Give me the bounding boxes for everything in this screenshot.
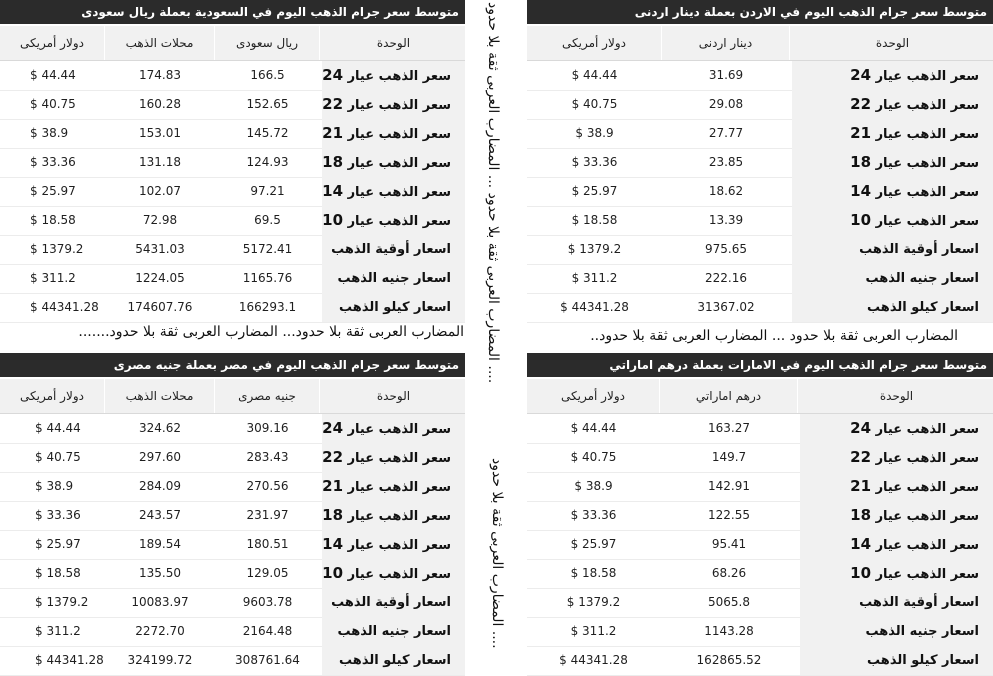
- row-label: [792, 177, 993, 206]
- cell-local: 23.85: [708, 155, 744, 169]
- table-row: [0, 414, 465, 444]
- col-usd-header: دولار أمريكى: [0, 379, 105, 413]
- cell-local: 270.56: [246, 479, 289, 493]
- cell-usd: $ 33.36: [30, 155, 76, 169]
- table-row: [527, 177, 993, 207]
- cell-local: 2164.48: [242, 624, 293, 638]
- table-row: [0, 119, 465, 149]
- table-row: [527, 443, 993, 473]
- cell-local: 18.62: [708, 184, 744, 198]
- table-row: [0, 206, 465, 236]
- row-label: [322, 472, 465, 501]
- cell-shops: 174.83: [139, 68, 181, 82]
- cell-local: 149.7: [711, 450, 747, 464]
- table-row: [527, 646, 993, 676]
- cell-local: 1165.76: [242, 271, 293, 285]
- cell-usd: $ 18.58: [571, 213, 618, 227]
- row-label-text: اسعار جنيه الذهب: [865, 624, 979, 639]
- cell-usd: $ 25.97: [30, 184, 76, 198]
- karat-value: 24: [322, 66, 344, 84]
- row-label: [322, 206, 465, 235]
- row-label: [322, 414, 465, 443]
- table-row: [0, 443, 465, 473]
- table-row: [0, 235, 465, 265]
- row-label-text: سعر الذهب عيار: [875, 480, 979, 495]
- col-unit-header: الوحدة: [875, 36, 910, 50]
- row-label-text: سعر الذهب عيار: [875, 156, 979, 171]
- cell-usd: $ 38.9: [575, 126, 614, 140]
- cell-local: 69.5: [254, 213, 281, 227]
- col-local-header: دينار اردنى: [662, 26, 790, 60]
- table-row: [527, 206, 993, 236]
- row-label-text: سعر الذهب عيار: [347, 69, 451, 84]
- cell-local: 145.72: [246, 126, 289, 140]
- cell-shops: 284.09: [139, 479, 181, 493]
- table-row: [0, 264, 465, 294]
- table-row: [527, 90, 993, 120]
- row-label-text: سعر الذهب عيار: [875, 98, 979, 113]
- cell-local: 222.16: [705, 271, 747, 285]
- table-row: [0, 501, 465, 531]
- table-row: [0, 148, 465, 178]
- table-header: [0, 379, 465, 414]
- cell-local: 9603.78: [242, 595, 293, 609]
- karat-value: 22: [322, 95, 344, 113]
- row-label-text: سعر الذهب عيار: [875, 214, 979, 229]
- table-row: [0, 61, 465, 91]
- cell-local: 129.05: [246, 566, 289, 580]
- row-label: [792, 61, 993, 90]
- row-label: [792, 235, 993, 264]
- table-header: [527, 379, 993, 414]
- cell-usd: $ 18.58: [30, 213, 76, 227]
- cell-local: 95.41: [711, 537, 747, 551]
- cell-usd: $ 40.75: [30, 97, 76, 111]
- karat-value: 10: [850, 211, 872, 229]
- cell-local: 31367.02: [697, 300, 755, 314]
- row-label: [792, 119, 993, 148]
- col-local-header: جنيه مصرى: [215, 379, 320, 413]
- cell-local: 5065.8: [708, 595, 750, 609]
- col-shops-header: محلات الذهب: [105, 26, 215, 60]
- cell-usd: $ 1379.2: [30, 242, 84, 256]
- cell-shops: 174607.76: [127, 300, 193, 314]
- cell-local: 5172.41: [242, 242, 293, 256]
- cell-usd: $ 44341.28: [35, 653, 104, 667]
- row-label-text: سعر الذهب عيار: [875, 538, 979, 553]
- table-row: [527, 119, 993, 149]
- row-label-text: سعر الذهب عيار: [347, 156, 451, 171]
- cell-shops: 72.98: [142, 213, 178, 227]
- table-row: [0, 559, 465, 589]
- watermark-mid-right: المضارب العربى ثقة بلا حدود ... المضارب العربى ثقة بلا حدود..: [590, 328, 958, 344]
- cell-usd: $ 311.2: [35, 624, 81, 638]
- karat-value: 22: [322, 448, 344, 466]
- row-label-text: اسعار أوقية الذهب: [331, 595, 451, 610]
- row-label-text: سعر الذهب عيار: [347, 480, 451, 495]
- row-label: [800, 646, 993, 675]
- cell-local: 166293.1: [238, 300, 297, 314]
- row-label-text: اسعار أوقية الذهب: [331, 242, 451, 257]
- row-label: [792, 293, 993, 322]
- cell-usd: $ 1379.2: [567, 242, 622, 256]
- cell-local: 97.21: [250, 184, 285, 198]
- row-label-text: سعر الذهب عيار: [875, 127, 979, 142]
- row-label: [800, 617, 993, 646]
- cell-local: 152.65: [246, 97, 289, 111]
- cell-usd: $ 44341.28: [560, 300, 629, 314]
- row-label-text: اسعار كيلو الذهب: [867, 300, 979, 315]
- row-label: [322, 264, 465, 293]
- row-label: [792, 90, 993, 119]
- cell-usd: $ 44.44: [571, 68, 618, 82]
- row-label: [800, 443, 993, 472]
- cell-usd: $ 44.44: [35, 421, 81, 435]
- cell-usd: $ 44341.28: [30, 300, 99, 314]
- row-label: [322, 559, 465, 588]
- col-shops-header: محلات الذهب: [105, 379, 215, 413]
- row-label-text: سعر الذهب عيار: [875, 69, 979, 84]
- cell-shops: 243.57: [139, 508, 181, 522]
- row-label-text: اسعار جنيه الذهب: [337, 271, 451, 286]
- cell-local: 231.97: [246, 508, 289, 522]
- row-label-text: اسعار كيلو الذهب: [339, 300, 451, 315]
- table-row: [0, 293, 465, 323]
- row-label: [800, 530, 993, 559]
- cell-shops: 324199.72: [127, 653, 193, 667]
- watermark-vertical-bottom: المضارب العربى ثقة بلا حدود ....: [489, 458, 505, 649]
- row-label: [322, 293, 465, 322]
- cell-shops: 135.50: [139, 566, 181, 580]
- cell-local: 162865.52: [696, 653, 762, 667]
- table-header: [527, 26, 993, 61]
- row-label: [322, 119, 465, 148]
- panel-title: متوسط سعر جرام الذهب اليوم في السعودية بعملة ريال سعودى: [0, 0, 465, 24]
- cell-shops: 189.54: [139, 537, 181, 551]
- karat-value: 24: [322, 419, 344, 437]
- row-label-text: اسعار كيلو الذهب: [339, 653, 451, 668]
- cell-usd: $ 33.36: [570, 508, 617, 522]
- row-label-text: سعر الذهب عيار: [347, 451, 451, 466]
- karat-value: 21: [850, 124, 872, 142]
- cell-shops: 102.07: [139, 184, 181, 198]
- karat-value: 22: [850, 95, 872, 113]
- table-row: [0, 177, 465, 207]
- cell-usd: $ 33.36: [35, 508, 81, 522]
- cell-usd: $ 44.44: [570, 421, 617, 435]
- karat-value: 14: [850, 535, 872, 553]
- karat-value: 10: [322, 211, 344, 229]
- cell-usd: $ 311.2: [570, 624, 617, 638]
- row-label: [800, 472, 993, 501]
- cell-local: 27.77: [708, 126, 744, 140]
- cell-shops: 297.60: [139, 450, 181, 464]
- table-row: [527, 264, 993, 294]
- cell-usd: $ 311.2: [571, 271, 618, 285]
- karat-value: 14: [850, 182, 872, 200]
- panel-uae: [527, 353, 993, 670]
- col-local-header: ريال سعودى: [215, 26, 320, 60]
- row-label-text: سعر الذهب عيار: [347, 509, 451, 524]
- cell-usd: $ 44.44: [30, 68, 76, 82]
- table-row: [527, 559, 993, 589]
- cell-usd: $ 18.58: [570, 566, 617, 580]
- col-unit-header: الوحدة: [376, 389, 411, 403]
- karat-value: 10: [850, 564, 872, 582]
- row-label-text: سعر الذهب عيار: [347, 567, 451, 582]
- table-row: [527, 148, 993, 178]
- table-row: [527, 617, 993, 647]
- watermark-vertical-top: المضارب العربى ثقة بلا حدود ... المضارب العربى ثقة بلا حدود ....: [485, 2, 501, 384]
- cell-local: 13.39: [708, 213, 744, 227]
- row-label: [792, 148, 993, 177]
- karat-value: 24: [850, 419, 872, 437]
- cell-shops: 153.01: [139, 126, 181, 140]
- col-unit-header: الوحدة: [376, 36, 411, 50]
- cell-local: 283.43: [246, 450, 289, 464]
- karat-value: 22: [850, 448, 872, 466]
- cell-local: 1143.28: [704, 624, 754, 638]
- karat-value: 21: [850, 477, 872, 495]
- karat-value: 21: [322, 124, 344, 142]
- row-label: [322, 530, 465, 559]
- row-label-text: سعر الذهب عيار: [347, 538, 451, 553]
- cell-local: 166.5: [250, 68, 285, 82]
- row-label-text: سعر الذهب عيار: [347, 214, 451, 229]
- row-label-text: سعر الذهب عيار: [875, 567, 979, 582]
- cell-usd: $ 38.9: [574, 479, 613, 493]
- row-label: [322, 443, 465, 472]
- panel-saudi: [0, 0, 465, 318]
- cell-local: 308761.64: [235, 653, 300, 667]
- cell-usd: $ 311.2: [30, 271, 76, 285]
- table-row: [527, 61, 993, 91]
- table-row: [0, 588, 465, 618]
- cell-usd: $ 38.9: [35, 479, 74, 493]
- table-row: [527, 501, 993, 531]
- table-header: [0, 26, 465, 61]
- karat-value: 14: [322, 182, 344, 200]
- karat-value: 10: [322, 564, 344, 582]
- cell-local: 29.08: [708, 97, 744, 111]
- cell-shops: 1224.05: [135, 271, 185, 285]
- table-row: [527, 530, 993, 560]
- panel-title: متوسط سعر جرام الذهب اليوم في مصر بعملة جنيه مصرى: [0, 353, 465, 377]
- row-label: [322, 90, 465, 119]
- cell-shops: 2272.70: [135, 624, 185, 638]
- cell-usd: $ 40.75: [570, 450, 617, 464]
- cell-shops: 131.18: [139, 155, 181, 169]
- row-label: [792, 264, 993, 293]
- row-label-text: اسعار جنيه الذهب: [865, 271, 979, 286]
- cell-usd: $ 18.58: [35, 566, 81, 580]
- karat-value: 18: [850, 506, 872, 524]
- cell-local: 122.55: [708, 508, 750, 522]
- row-label-text: سعر الذهب عيار: [875, 185, 979, 200]
- row-label: [800, 501, 993, 530]
- watermark-mid-left: المضارب العربى ثقة بلا حدود... المضارب العربى ثقة بلا حدود.......: [78, 324, 464, 340]
- table-row: [527, 472, 993, 502]
- panel-title: متوسط سعر جرام الذهب اليوم في الامارات بعملة درهم اماراتي: [527, 353, 993, 377]
- row-label: [800, 588, 993, 617]
- row-label: [322, 501, 465, 530]
- row-label-text: سعر الذهب عيار: [347, 127, 451, 142]
- table-row: [0, 646, 465, 676]
- row-label-text: سعر الذهب عيار: [875, 422, 979, 437]
- table-row: [527, 235, 993, 265]
- karat-value: 14: [322, 535, 344, 553]
- row-label: [322, 148, 465, 177]
- cell-local: 975.65: [705, 242, 747, 256]
- cell-usd: $ 25.97: [571, 184, 618, 198]
- row-label: [322, 646, 465, 675]
- cell-usd: $ 25.97: [570, 537, 617, 551]
- cell-shops: 324.62: [139, 421, 181, 435]
- row-label-text: اسعار أوقية الذهب: [859, 242, 979, 257]
- row-label: [322, 617, 465, 646]
- cell-local: 31.69: [708, 68, 744, 82]
- table-row: [0, 530, 465, 560]
- row-label-text: سعر الذهب عيار: [875, 509, 979, 524]
- row-label-text: سعر الذهب عيار: [347, 185, 451, 200]
- row-label: [322, 588, 465, 617]
- row-label: [800, 414, 993, 443]
- row-label-text: اسعار جنيه الذهب: [337, 624, 451, 639]
- cell-local: 124.93: [246, 155, 289, 169]
- table-row: [0, 617, 465, 647]
- cell-shops: 160.28: [139, 97, 181, 111]
- col-usd-header: دولار أمريكى: [527, 26, 662, 60]
- cell-local: 142.91: [708, 479, 750, 493]
- table-row: [0, 472, 465, 502]
- cell-local: 180.51: [246, 537, 289, 551]
- col-usd-header: دولار أمريكى: [527, 379, 660, 413]
- cell-usd: $ 44341.28: [559, 653, 628, 667]
- cell-shops: 10083.97: [131, 595, 189, 609]
- row-label-text: سعر الذهب عيار: [347, 422, 451, 437]
- karat-value: 21: [322, 477, 344, 495]
- table-row: [0, 90, 465, 120]
- col-local-header: درهم اماراتي: [660, 379, 798, 413]
- karat-value: 18: [850, 153, 872, 171]
- cell-usd: $ 38.9: [30, 126, 69, 140]
- cell-local: 68.26: [711, 566, 747, 580]
- panel-egypt: [0, 353, 465, 670]
- panel-jordan: [527, 0, 993, 318]
- row-label-text: سعر الذهب عيار: [347, 98, 451, 113]
- cell-usd: $ 25.97: [35, 537, 81, 551]
- cell-shops: 5431.03: [135, 242, 185, 256]
- cell-usd: $ 33.36: [571, 155, 618, 169]
- cell-usd: $ 1379.2: [35, 595, 89, 609]
- karat-value: 24: [850, 66, 872, 84]
- row-label: [322, 61, 465, 90]
- col-unit-header: الوحدة: [879, 389, 914, 403]
- cell-usd: $ 1379.2: [566, 595, 621, 609]
- panel-title: متوسط سعر جرام الذهب اليوم في الاردن بعملة دينار اردنى: [527, 0, 993, 24]
- karat-value: 18: [322, 153, 344, 171]
- row-label-text: اسعار كيلو الذهب: [867, 653, 979, 668]
- row-label: [792, 206, 993, 235]
- table-row: [527, 293, 993, 323]
- row-label-text: سعر الذهب عيار: [875, 451, 979, 466]
- row-label: [322, 177, 465, 206]
- table-row: [527, 414, 993, 444]
- karat-value: 18: [322, 506, 344, 524]
- cell-local: 163.27: [708, 421, 750, 435]
- row-label: [800, 559, 993, 588]
- col-usd-header: دولار أمريكى: [0, 26, 105, 60]
- cell-local: 309.16: [246, 421, 289, 435]
- cell-usd: $ 40.75: [571, 97, 618, 111]
- table-row: [527, 588, 993, 618]
- cell-usd: $ 40.75: [35, 450, 81, 464]
- row-label-text: اسعار أوقية الذهب: [859, 595, 979, 610]
- row-label: [322, 235, 465, 264]
